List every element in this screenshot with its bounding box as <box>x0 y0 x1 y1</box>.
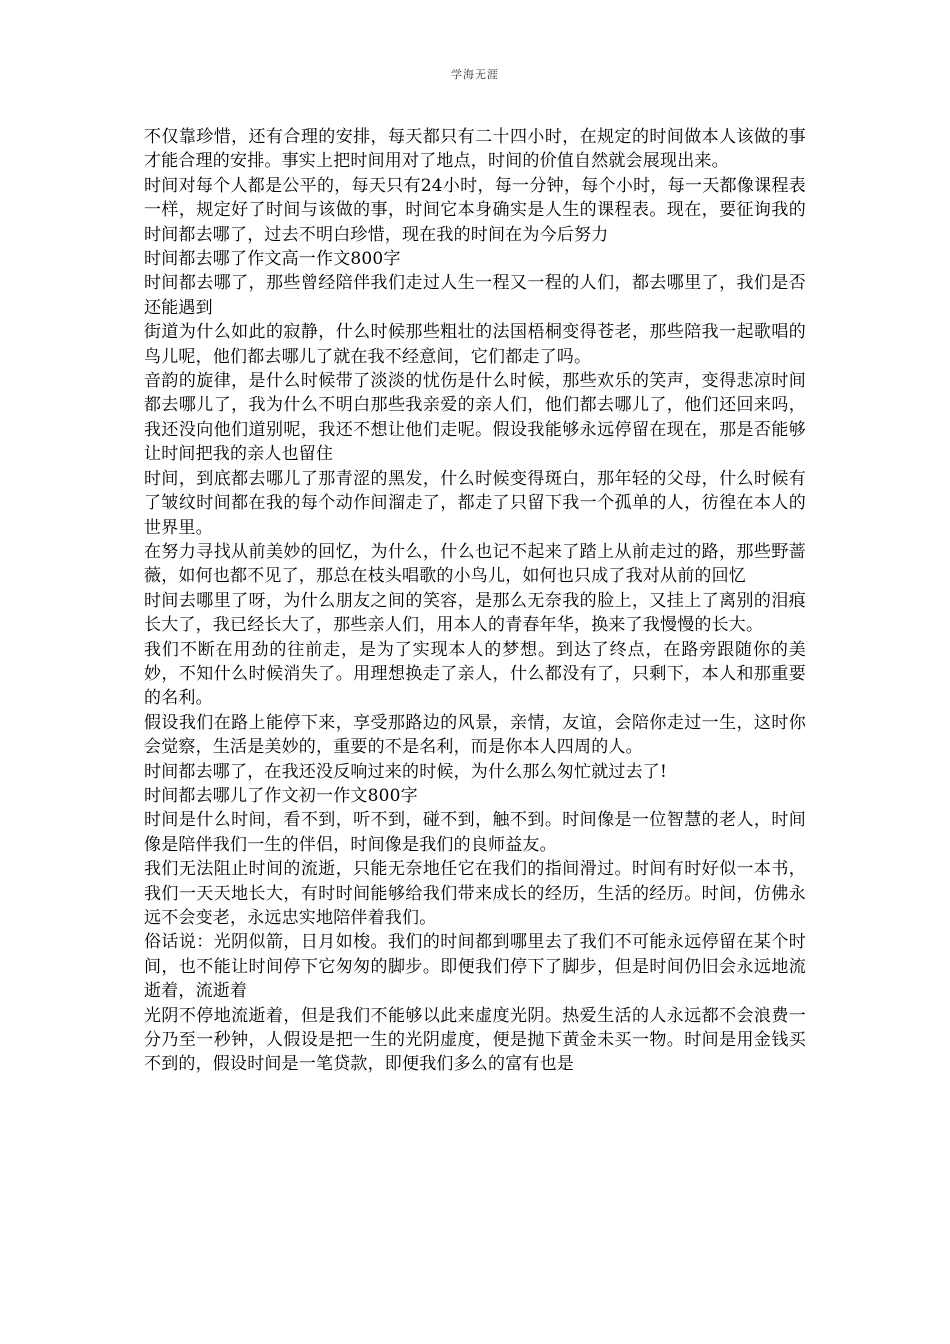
paragraph: 街道为什么如此的寂静，什么时候那些粗壮的法国梧桐变得苍老，那些陪我一起歌唱的鸟儿呢，他们都去哪儿了就在我不经意间，它们都走了吗。 <box>144 322 806 367</box>
paragraph: 光阴不停地流逝着，但是我们不能够以此来虚度光阴。热爱生活的人永远都不会浪费一分乃至一秒钟，人假设是把一生的光阴虚度，便是抛下黄金未买一物。时间是用金钱买不到的，假设时间是一笔贷款，即便我们多么的富有也是 <box>144 1005 806 1075</box>
paragraph: 音韵的旋律，是什么时候带了淡淡的忧伤是什么时候，那些欢乐的笑声，变得悲凉时间都去哪儿了，我为什么不明白那些我亲爱的亲人们，他们都去哪儿了，他们还回来吗，我还没向他们道别呢，我还不想让他们走呢。假设我能够永远停留在现在，那是否能够让时间把我的亲人也留住 <box>144 371 806 465</box>
document-body <box>144 125 806 1077</box>
paragraph: 假设我们在路上能停下来，享受那路边的风景，亲情，友谊，会陪你走过一生，这时你会觉察，生活是美妙的，重要的不是名利，而是你本人四周的人。 <box>144 712 806 758</box>
page-header: 学海无涯 <box>451 68 499 81</box>
paragraph: 时间都去哪了，在我还没反响过来的时候，为什么那么匆忙就过去了! <box>144 761 668 782</box>
paragraph: 时间对每个人都是公平的，每天只有24小时，每一分钟，每个小时，每一天都像课程表一样，规定好了时间与该做的事，时间它本身确实是人生的课程表。现在，要征询我的时间都去哪了，过去不明白珍惜，现在我的时间在为今后努力 <box>144 175 806 245</box>
paragraph: 俗话说：光阴似箭，日月如梭。我们的时间都到哪里去了我们不可能永远停留在某个时间，也不能让时间停下它匆匆的脚步。即便我们停下了脚步，但是时间仍旧会永远地流逝着，流逝着 <box>144 932 806 1002</box>
section-heading: 时间都去哪了作文高一作文800字 <box>144 249 401 270</box>
paragraph: 时间都去哪了，那些曾经陪伴我们走过人生一程又一程的人们，都去哪里了，我们是否还能遇到 <box>144 273 806 318</box>
section-heading: 时间都去哪儿了作文初一作文800字 <box>144 785 418 806</box>
paragraph: 不仅靠珍惜，还有合理的安排，每天都只有二十四小时，在规定的时间做本人该做的事才能合理的安排。事实上把时间用对了地点，时间的价值自然就会展现出来。 <box>144 127 806 172</box>
paragraph: 在努力寻找从前美妙的回忆，为什么，什么也记不起来了踏上从前走过的路，那些野蔷薇，如何也都不见了，那总在枝头唱歌的小鸟儿，如何也只成了我对从前的回忆 <box>144 541 806 587</box>
paragraph: 我们不断在用劲的往前走，是为了实现本人的梦想。到达了终点，在路旁跟随你的美妙，不知什么时候消失了。用理想换走了亲人，什么都没有了，只剩下，本人和那重要的名利。 <box>144 639 806 709</box>
paragraph: 时间去哪里了呀，为什么朋友之间的笑容，是那么无奈我的脸上，又挂上了离别的泪痕长大了，我已经长大了，那些亲人们，用本人的青春年华，换来了我慢慢的长大。 <box>144 590 806 636</box>
paragraph: 我们无法阻止时间的流逝，只能无奈地任它在我们的指间滑过。时间有时好似一本书，我们一天天地长大，有时时间能够给我们带来成长的经历，生活的经历。时间，仿佛永远不会变老，永远忠实地陪伴着我们。 <box>144 859 806 928</box>
paragraph: 时间是什么时间，看不到，听不到，碰不到，触不到。时间像是一位智慧的老人，时间像是陪伴我们一生的伴侣，时间像是我们的良师益友。 <box>144 810 806 855</box>
paragraph: 时间，到底都去哪儿了那青涩的黑发，什么时候变得斑白，那年轻的父母，什么时候有了皱纹时间都在我的每个动作间溜走了，都走了只留下我一个孤单的人，彷徨在本人的世界里。 <box>144 468 806 538</box>
